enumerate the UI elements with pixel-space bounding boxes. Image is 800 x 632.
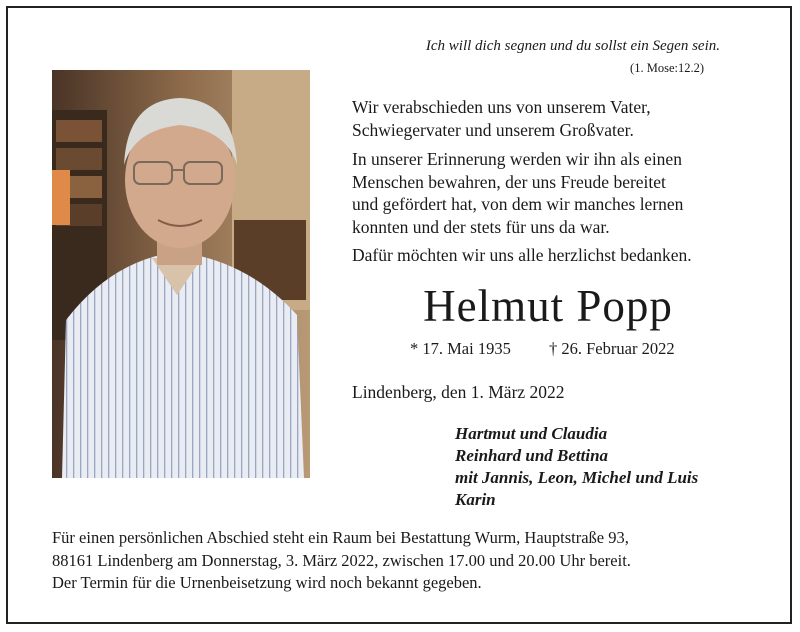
place-and-date: Lindenberg, den 1. März 2022 (352, 382, 565, 402)
text-line: 88161 Lindenberg am Donnerstag, 3. März 2022, zwischen 17.00 und 20.00 Uhr bereit. (52, 550, 631, 570)
text-line: Schwiegervater und unserem Großvater. (352, 119, 634, 140)
farewell-notice (52, 527, 752, 595)
motto-quote: Ich will dich segnen und du sollst ein Segen sein. (425, 38, 720, 54)
text-line: Wir verabschieden uns von unserem Vater, (352, 97, 651, 117)
signer: Karin (455, 490, 496, 509)
text-line: Der Termin für die Urnenbeisetzung wird noch bekannt gegeben. (52, 573, 482, 592)
text-line: In unserer Erinnerung werden wir ihn als einen (352, 149, 682, 169)
intro-paragraph-1 (352, 96, 752, 141)
signer: Reinhard und Bettina (455, 446, 609, 465)
text-line: und gefördert hat, von dem wir manches lernen (352, 194, 684, 214)
signer: Hartmut und Claudia (455, 424, 608, 443)
death-date: † 26. Februar 2022 (549, 339, 675, 358)
text-line: Menschen bewahren, der uns Freude bereitet (352, 171, 666, 192)
birth-date: * 17. Mai 1935 (410, 339, 511, 358)
intro-paragraph-2 (352, 148, 752, 238)
text-line: Für einen persönlichen Abschied steht ein Raum bei Bestattung Wurm, Hauptstraße 93, (52, 528, 629, 547)
deceased-name: Helmut Popp (423, 281, 673, 331)
portrait-photo (52, 70, 310, 478)
intro-paragraph-3: Dafür möchten wir uns alle herzlichst bedanken. (352, 245, 692, 265)
signers-list (455, 423, 698, 511)
signer: mit Jannis, Leon, Michel und Luis (455, 468, 699, 487)
text-line: konnten und der stets für uns da war. (352, 216, 610, 237)
motto-reference: (1. Mose:12.2) (630, 61, 704, 75)
